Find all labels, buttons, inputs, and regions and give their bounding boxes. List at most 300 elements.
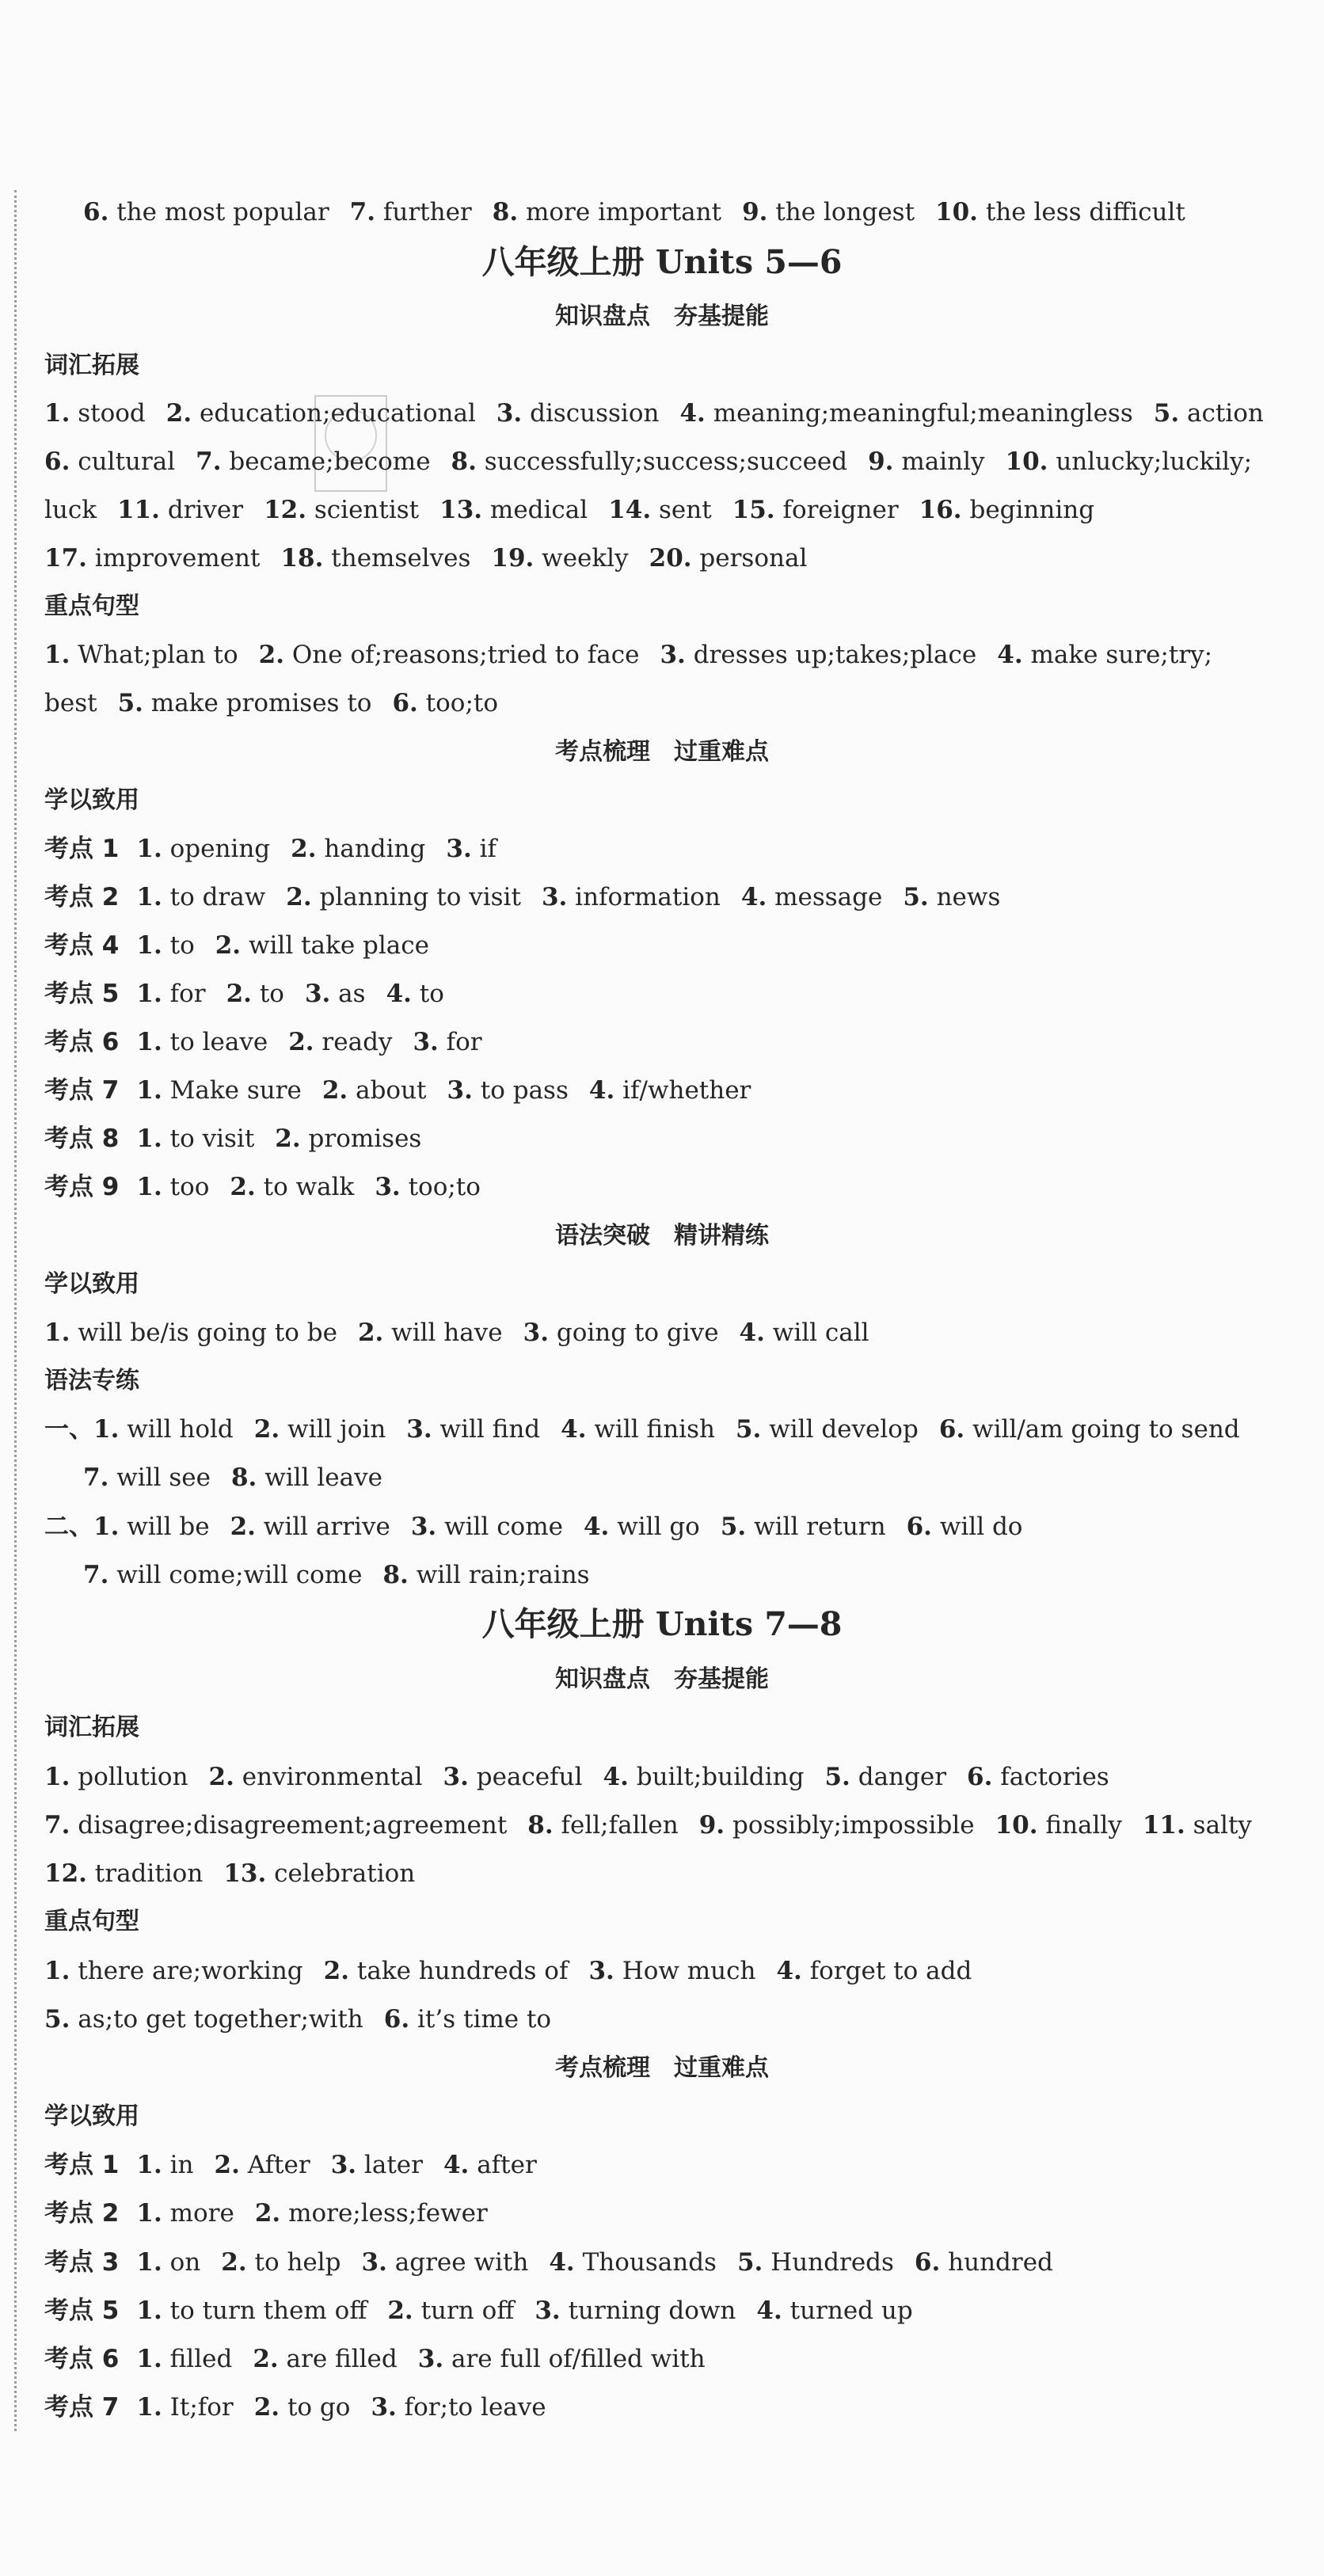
answer-item bbox=[737, 2248, 894, 2277]
answer-number: 1. bbox=[93, 1512, 120, 1541]
answer-number: 4. bbox=[997, 641, 1023, 669]
answer-number: 2. bbox=[166, 399, 192, 428]
answer-text: filled bbox=[169, 2345, 233, 2373]
answer-item bbox=[223, 1859, 415, 1888]
answer-item bbox=[44, 641, 238, 669]
answer-text: after bbox=[477, 2151, 537, 2179]
answer-item bbox=[561, 1415, 715, 1444]
answer-number: 15. bbox=[732, 496, 775, 524]
answer-item bbox=[44, 689, 97, 717]
answer-text: One of;reasons;tried to face bbox=[291, 641, 640, 669]
answer-number: 6. bbox=[914, 2248, 941, 2277]
answer-text: opening bbox=[169, 835, 271, 863]
answer-text: After bbox=[247, 2151, 310, 2179]
grammar-practice-line bbox=[44, 1511, 1292, 1543]
answer-item bbox=[603, 1763, 805, 1791]
answer-item bbox=[995, 1811, 1122, 1840]
answer-item bbox=[411, 1512, 563, 1541]
answer-text: more;less;fewer bbox=[288, 2199, 488, 2228]
section-subtitle: 考点梳理 过重难点 bbox=[555, 738, 769, 766]
answer-text: to leave bbox=[169, 1028, 268, 1056]
point-label: 考点 5 bbox=[44, 980, 120, 1008]
answer-text: turning down bbox=[568, 2296, 736, 2325]
answer-item bbox=[608, 496, 711, 524]
answer-item bbox=[446, 835, 496, 863]
answer-number: 16. bbox=[919, 496, 962, 524]
section-subtitle: 知识盘点 夯基提能 bbox=[555, 1665, 769, 1693]
answer-item bbox=[322, 1076, 427, 1105]
answer-text: mainly bbox=[901, 447, 985, 476]
point-label: 考点 4 bbox=[44, 931, 120, 960]
answer-item bbox=[451, 447, 848, 476]
answer-number: 2. bbox=[253, 2393, 280, 2422]
answer-number: 2. bbox=[208, 1763, 234, 1791]
answer-text: the longest bbox=[775, 198, 915, 226]
answer-number: 1. bbox=[136, 2345, 162, 2373]
point-line bbox=[44, 881, 1292, 913]
answer-number: 10. bbox=[935, 198, 978, 226]
answer-number: 9. bbox=[698, 1811, 725, 1840]
answer-item bbox=[588, 1957, 755, 1985]
answer-item bbox=[721, 1512, 886, 1541]
section-label: 重点句型 bbox=[44, 592, 139, 620]
answer-text: What;plan to bbox=[78, 641, 238, 669]
answer-text: pollution bbox=[78, 1763, 188, 1791]
answer-text: in bbox=[169, 2151, 194, 2179]
answer-text: news bbox=[936, 883, 1001, 911]
answer-number: 2. bbox=[215, 931, 242, 960]
answer-text: too bbox=[169, 1173, 210, 1201]
answer-item bbox=[117, 496, 243, 524]
answer-number: 8. bbox=[382, 1561, 409, 1589]
answer-text: will come bbox=[444, 1512, 563, 1541]
answer-item bbox=[649, 544, 808, 573]
answer-number: 3. bbox=[535, 2296, 561, 2325]
answer-item bbox=[589, 1076, 751, 1105]
answer-text: will hold bbox=[127, 1415, 234, 1444]
answer-item bbox=[699, 1811, 975, 1840]
answer-number: 2. bbox=[323, 1957, 350, 1985]
answer-text: are full of/filled with bbox=[451, 2345, 706, 2373]
unit-title: 八年级上册 Units 7—8 bbox=[481, 1605, 843, 1643]
answer-number: 6. bbox=[44, 447, 70, 476]
answer-item bbox=[868, 447, 984, 476]
answer-text: will do bbox=[939, 1512, 1023, 1541]
answer-item bbox=[324, 1957, 569, 1985]
answer-item bbox=[358, 1318, 503, 1347]
answer-number: 3. bbox=[361, 2248, 387, 2277]
answer-text: factories bbox=[1000, 1763, 1109, 1791]
answer-number: 1. bbox=[44, 1957, 70, 1985]
answer-number: 10. bbox=[1005, 447, 1048, 476]
answer-text: will have bbox=[391, 1318, 503, 1347]
answer-number: 3. bbox=[496, 399, 523, 428]
answer-text: about bbox=[356, 1076, 427, 1105]
section-label: 词汇拓展 bbox=[44, 1714, 139, 1741]
answer-text: will take place bbox=[248, 931, 429, 960]
answer-number: 2. bbox=[286, 883, 312, 911]
answer-number: 2. bbox=[230, 1173, 256, 1201]
answer-item bbox=[136, 980, 205, 1008]
answer-number: 9. bbox=[868, 447, 894, 476]
grammar-practice-line bbox=[44, 1414, 1292, 1445]
answer-item bbox=[741, 883, 882, 911]
answer-text: message bbox=[774, 883, 883, 911]
answer-item bbox=[254, 1415, 386, 1444]
answer-item bbox=[939, 1415, 1240, 1444]
answer-number: 4. bbox=[549, 2248, 575, 2277]
answer-text: It;for bbox=[169, 2393, 234, 2422]
answer-item bbox=[584, 1512, 700, 1541]
answer-text: as bbox=[338, 980, 366, 1008]
answer-item bbox=[915, 2248, 1053, 2277]
point-label: 考点 3 bbox=[44, 2248, 120, 2277]
top-answer-line bbox=[83, 196, 1292, 228]
answer-number: 12. bbox=[264, 496, 307, 524]
answer-item bbox=[535, 2296, 736, 2325]
answer-number: 1. bbox=[136, 1028, 162, 1056]
answer-text: improvement bbox=[94, 544, 261, 573]
unit-title: 八年级上册 Units 5—6 bbox=[481, 243, 843, 281]
point-line bbox=[44, 2343, 1292, 2375]
answer-item bbox=[136, 1124, 254, 1153]
answer-item bbox=[136, 1076, 301, 1105]
answer-text: agree with bbox=[394, 2248, 529, 2277]
answer-item bbox=[406, 1415, 540, 1444]
answer-item bbox=[549, 2248, 717, 2277]
answer-item bbox=[331, 2151, 423, 2179]
answer-item bbox=[255, 2199, 488, 2228]
answer-number: 2. bbox=[387, 2296, 413, 2325]
answer-item bbox=[523, 1318, 719, 1347]
answer-number: 7. bbox=[83, 1561, 109, 1589]
answer-text: information bbox=[575, 883, 721, 911]
answer-item bbox=[93, 1415, 234, 1444]
answer-number: 4. bbox=[583, 1512, 610, 1541]
answer-number: 1. bbox=[136, 883, 162, 911]
answer-item bbox=[230, 1173, 354, 1201]
answer-number: 11. bbox=[117, 496, 160, 524]
answer-item bbox=[253, 2345, 397, 2373]
point-line bbox=[44, 930, 1292, 961]
answer-number: 19. bbox=[491, 544, 535, 573]
answer-number: 3. bbox=[660, 641, 686, 669]
answer-item bbox=[413, 1028, 481, 1056]
answer-number: 4. bbox=[776, 1957, 802, 1985]
answer-item bbox=[118, 689, 372, 717]
answer-text: stood bbox=[78, 399, 146, 428]
answer-number: 5. bbox=[735, 1415, 762, 1444]
sentence-line bbox=[44, 1955, 1292, 1987]
answer-text: more bbox=[169, 2199, 234, 2228]
answer-number: 2. bbox=[258, 641, 285, 669]
answer-number: 7. bbox=[44, 1811, 70, 1840]
answer-number: 1. bbox=[136, 835, 162, 863]
answer-number: 1. bbox=[136, 980, 162, 1008]
answer-number: 3. bbox=[443, 1763, 469, 1791]
answer-text: for bbox=[446, 1028, 482, 1056]
answer-text: will be/is going to be bbox=[78, 1318, 337, 1347]
answer-item bbox=[83, 198, 329, 226]
answer-item bbox=[736, 1415, 919, 1444]
answer-text: hundred bbox=[948, 2248, 1053, 2277]
answer-item bbox=[215, 931, 429, 960]
answer-item bbox=[136, 2199, 234, 2228]
answer-text: will call bbox=[772, 1318, 869, 1347]
answer-number: 4. bbox=[603, 1763, 629, 1791]
answer-number: 5. bbox=[117, 689, 143, 717]
answer-number: 6. bbox=[967, 1763, 993, 1791]
answer-text: driver bbox=[167, 496, 244, 524]
answer-text: successfully;success;succeed bbox=[484, 447, 848, 476]
answer-number: 8. bbox=[451, 447, 477, 476]
answer-item bbox=[136, 2345, 232, 2373]
answer-number: 2. bbox=[214, 2151, 240, 2179]
answer-item bbox=[824, 1763, 946, 1791]
answer-number: 4. bbox=[386, 980, 412, 1008]
point-line bbox=[44, 2295, 1292, 2327]
answer-number: 20. bbox=[649, 544, 692, 573]
answer-item bbox=[443, 2151, 537, 2179]
point-line bbox=[44, 2391, 1292, 2423]
answer-item bbox=[756, 2296, 912, 2325]
section-subtitle: 语法突破 精讲精练 bbox=[555, 1222, 769, 1250]
section-label: 学以致用 bbox=[44, 2102, 139, 2130]
answer-text: salty bbox=[1193, 1811, 1252, 1840]
answer-item bbox=[443, 1763, 583, 1791]
section-label: 重点句型 bbox=[44, 1908, 139, 1935]
answer-text: to turn them off bbox=[169, 2296, 367, 2325]
point-line bbox=[44, 1123, 1292, 1155]
vocab-line bbox=[44, 446, 1292, 478]
answer-text: fell;fallen bbox=[561, 1811, 679, 1840]
answer-text: forget to add bbox=[809, 1957, 972, 1985]
answer-text: to visit bbox=[169, 1124, 255, 1153]
answer-item bbox=[387, 2296, 514, 2325]
answer-number: 3. bbox=[371, 2393, 397, 2422]
answer-item bbox=[903, 883, 1000, 911]
point-label: 考点 9 bbox=[44, 1173, 120, 1201]
answer-item bbox=[496, 399, 660, 428]
answer-number: 2. bbox=[253, 2345, 279, 2373]
answer-text: will find bbox=[439, 1415, 541, 1444]
answer-item bbox=[493, 198, 721, 226]
answer-text: Make sure bbox=[169, 1076, 302, 1105]
answer-text: to go bbox=[287, 2393, 351, 2422]
answer-number: 8. bbox=[527, 1811, 554, 1840]
answer-text: if/whether bbox=[622, 1076, 751, 1105]
section-subtitle: 考点梳理 过重难点 bbox=[555, 2054, 769, 2082]
answer-item bbox=[919, 496, 1094, 524]
answer-text: to bbox=[259, 980, 284, 1008]
answer-item bbox=[362, 2248, 529, 2277]
answer-item bbox=[259, 641, 640, 669]
answer-item bbox=[221, 2248, 341, 2277]
answer-item bbox=[740, 1318, 869, 1347]
answer-number: 3. bbox=[447, 1076, 473, 1105]
answer-item bbox=[288, 1028, 392, 1056]
sentence-line bbox=[44, 2003, 1292, 2035]
answer-item bbox=[1006, 447, 1253, 476]
answer-number: 5. bbox=[720, 1512, 747, 1541]
grammar-practice-line bbox=[83, 1462, 1292, 1493]
answer-text: weekly bbox=[542, 544, 629, 573]
point-line bbox=[44, 2247, 1292, 2278]
answer-text: for bbox=[169, 980, 206, 1008]
answer-item bbox=[231, 1463, 382, 1492]
answer-number: 1. bbox=[136, 1173, 162, 1201]
answer-text: further bbox=[382, 198, 472, 226]
answer-text: dresses up;takes;place bbox=[693, 641, 977, 669]
answer-number: 10. bbox=[995, 1811, 1038, 1840]
answer-text: to walk bbox=[263, 1173, 355, 1201]
sentence-line bbox=[44, 639, 1292, 671]
answer-number: 1. bbox=[136, 1076, 162, 1105]
answer-number: 2. bbox=[230, 1512, 256, 1541]
answer-item bbox=[93, 1512, 210, 1541]
section-label: 学以致用 bbox=[44, 1270, 139, 1298]
answer-number: 14. bbox=[608, 496, 652, 524]
answer-text: to bbox=[419, 980, 444, 1008]
answer-text: will finish bbox=[594, 1415, 715, 1444]
answer-item bbox=[491, 544, 628, 573]
answer-number: 1. bbox=[136, 2199, 162, 2228]
section-prefix: 二、 bbox=[44, 1512, 93, 1541]
answer-item bbox=[350, 198, 472, 226]
answer-text: will go bbox=[617, 1512, 700, 1541]
point-line bbox=[44, 833, 1292, 865]
answer-number: 3. bbox=[588, 1957, 614, 1985]
answer-number: 3. bbox=[304, 980, 331, 1008]
answer-text: are filled bbox=[286, 2345, 398, 2373]
answer-text: turned up bbox=[789, 2296, 913, 2325]
point-label: 考点 6 bbox=[44, 2345, 120, 2373]
answer-item bbox=[136, 1028, 268, 1056]
answer-text: beginning bbox=[969, 496, 1095, 524]
point-line bbox=[44, 1171, 1292, 1203]
answer-text: there are;working bbox=[78, 1957, 303, 1985]
answer-item bbox=[447, 1076, 569, 1105]
point-line bbox=[44, 1026, 1292, 1058]
answer-number: 4. bbox=[739, 1318, 765, 1347]
answer-item bbox=[418, 2345, 706, 2373]
answer-number: 2. bbox=[221, 2248, 247, 2277]
answer-item bbox=[83, 1561, 362, 1589]
answer-number: 2. bbox=[275, 1124, 301, 1153]
answer-number: 6. bbox=[83, 198, 109, 226]
answer-item bbox=[254, 2393, 351, 2422]
answer-item bbox=[136, 835, 270, 863]
answer-item bbox=[776, 1957, 972, 1985]
answer-number: 13. bbox=[223, 1859, 267, 1888]
point-label: 考点 1 bbox=[44, 2151, 120, 2179]
answer-text: take hundreds of bbox=[356, 1957, 569, 1985]
answer-item bbox=[44, 447, 175, 476]
answer-item bbox=[386, 980, 444, 1008]
answer-text: became;become bbox=[229, 447, 431, 476]
point-line bbox=[44, 978, 1292, 1010]
answer-text: will come;will come bbox=[116, 1561, 363, 1589]
answer-item bbox=[44, 1763, 188, 1791]
answer-item bbox=[136, 2393, 233, 2422]
answer-item bbox=[83, 1463, 211, 1492]
answer-text: later bbox=[363, 2151, 423, 2179]
vocab-line bbox=[44, 1761, 1292, 1793]
answer-number: 2. bbox=[288, 1028, 314, 1056]
section-prefix: 一、 bbox=[44, 1415, 93, 1444]
answer-number: 5. bbox=[736, 2248, 763, 2277]
answer-item bbox=[1143, 1811, 1252, 1840]
answer-item bbox=[44, 1957, 303, 1985]
answer-item bbox=[280, 544, 470, 573]
binding-margin-dots bbox=[14, 190, 17, 2431]
answer-number: 6. bbox=[938, 1415, 965, 1444]
answer-item bbox=[44, 1859, 203, 1888]
answer-item bbox=[742, 198, 915, 226]
answer-text: ready bbox=[321, 1028, 393, 1056]
answer-text: cultural bbox=[78, 447, 176, 476]
answer-number: 7. bbox=[83, 1463, 109, 1492]
answer-number: 3. bbox=[446, 835, 472, 863]
answer-text: make sure;try; bbox=[1030, 641, 1213, 669]
answer-text: finally bbox=[1045, 1811, 1122, 1840]
answer-number: 6. bbox=[906, 1512, 932, 1541]
point-label: 考点 2 bbox=[44, 883, 120, 911]
answer-number: 3. bbox=[410, 1512, 437, 1541]
answer-number: 1. bbox=[136, 2296, 162, 2325]
vocab-line bbox=[44, 1858, 1292, 1889]
answer-number: 1. bbox=[136, 2248, 162, 2277]
answer-item bbox=[44, 399, 146, 428]
answer-item bbox=[392, 689, 498, 717]
answer-number: 1. bbox=[136, 1124, 162, 1153]
answer-item bbox=[136, 2296, 367, 2325]
answer-number: 17. bbox=[44, 544, 87, 573]
answer-item bbox=[384, 2005, 551, 2034]
answer-number: 5. bbox=[903, 883, 929, 911]
answer-text: the most popular bbox=[116, 198, 329, 226]
answer-text: will join bbox=[287, 1415, 386, 1444]
answer-text: best bbox=[44, 689, 97, 717]
answer-text: planning to visit bbox=[319, 883, 521, 911]
answer-item bbox=[166, 399, 476, 428]
answer-text: will return bbox=[754, 1512, 886, 1541]
answer-text: environmental bbox=[242, 1763, 423, 1791]
answer-number: 6. bbox=[383, 2005, 410, 2034]
answer-text: to bbox=[169, 931, 195, 960]
answer-number: 3. bbox=[330, 2151, 357, 2179]
answer-number: 12. bbox=[44, 1859, 87, 1888]
answer-number: 4. bbox=[756, 2296, 782, 2325]
answer-item bbox=[44, 1811, 507, 1840]
answer-text: medical bbox=[489, 496, 588, 524]
answer-number: 2. bbox=[357, 1318, 384, 1347]
answer-text: to draw bbox=[169, 883, 266, 911]
answer-text: will develop bbox=[769, 1415, 919, 1444]
point-label: 考点 6 bbox=[44, 1028, 120, 1056]
answer-item bbox=[382, 1561, 589, 1589]
answer-item bbox=[997, 641, 1212, 669]
answer-item bbox=[907, 1512, 1023, 1541]
answer-item bbox=[230, 1512, 390, 1541]
answer-item bbox=[226, 980, 284, 1008]
answer-text: more important bbox=[526, 198, 722, 226]
answer-item bbox=[732, 496, 899, 524]
answer-number: 1. bbox=[44, 1318, 70, 1347]
answer-number: 11. bbox=[1142, 1811, 1185, 1840]
point-line bbox=[44, 2149, 1292, 2181]
answer-text: to pass bbox=[480, 1076, 569, 1105]
